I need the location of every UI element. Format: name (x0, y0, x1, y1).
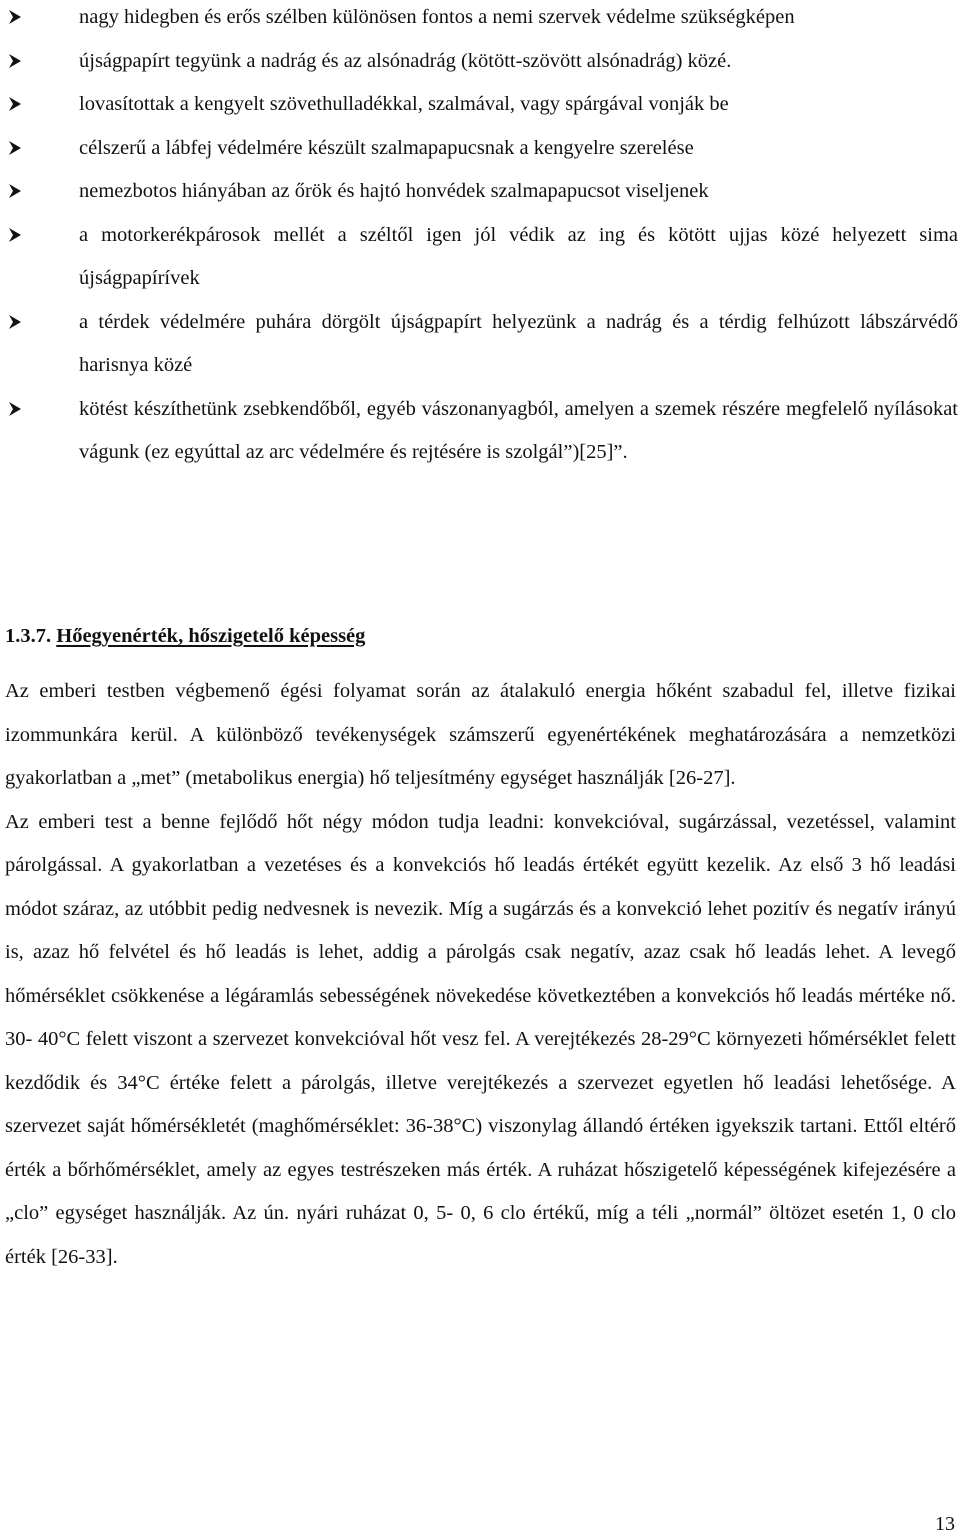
list-item-text: a térdek védelmére puhára dörgölt újságpapírt helyezünk a nadrág és a térdig felhúzott lábszárvédő harisnya közé (79, 310, 958, 376)
arrowhead-bullet-icon (8, 96, 22, 112)
arrowhead-bullet-icon (8, 227, 22, 243)
arrowhead-bullet-icon (8, 183, 22, 199)
arrowhead-bullet-icon (8, 314, 22, 330)
list-item-text: kötést készíthetünk zsebkendőből, egyéb vászonanyagból, amelyen a szemek részére megfelelő nyílásokat vágunk (ez egyúttal az arc védelmére és rejtésére is szolgál”)[25]”. (79, 397, 958, 463)
list-item-text: nemezbotos hiányában az őrök és hajtó honvédek szalmapapucsot viseljenek (79, 180, 709, 202)
section-title: Hőegyenérték, hőszigetelő képesség (56, 625, 366, 647)
list-item (0, 83, 958, 127)
list-item (0, 127, 958, 171)
arrowhead-bullet-icon (8, 401, 22, 417)
list-item (0, 301, 958, 388)
list-item-text: lovasítottak a kengyelt szövethulladékkal, szalmával, vagy spárgával vonják be (79, 93, 729, 115)
list-item (0, 0, 958, 40)
list-item-text: újságpapírt tegyünk a nadrág és az alsónadrág (kötött-szövött alsónadrág) közé. (79, 49, 732, 72)
section-heading (5, 616, 365, 656)
bullet-list (0, 0, 958, 475)
list-item (0, 388, 958, 475)
list-item-text: nagy hidegben és erős szélben különösen fontos a nemi szervek védelme szükségképen (79, 6, 795, 28)
list-item-text: célszerű a lábfej védelmére készült szalmapapucsnak a kengyelre szerelése (79, 136, 694, 159)
section-number: 1.3.7. (5, 625, 52, 647)
list-item-text: a motorkerékpárosok mellét a széltől igen jól védik az ing és kötött ujjas közé helyezett sima újságpapírívek (79, 223, 958, 289)
page-number: 13 (935, 1513, 955, 1535)
paragraph: Az emberi testben végbemenő égési folyamat során az átalakuló energia hőként szabadul fel, illetve fizikai izommunkára kerül. A különböző tevékenységek számszerű egyenértékének meghatározására a nemzetközi gyakorlatban a „met” (metabolikus energia) hő teljesítmény egységet használják [26-27]. (5, 680, 956, 789)
list-item (0, 170, 958, 214)
arrowhead-bullet-icon (8, 140, 22, 156)
paragraph: Az emberi test a benne fejlődő hőt négy módon tudja leadni: konvekcióval, sugárzással, vezetéssel, valamint párolgással. A gyakorlatban a vezetéses és a konvekciós hő leadás értékét együtt kezelik. Az első 3 hő leadási módot száraz, az utóbbit pedig nedvesnek is nevezik. Míg a sugárzás és a konvekció lehet pozitív és negatív irányú is, azaz hő felvétel és hő leadás is lehet, addig a párolgás csak negatív, azaz csak hő leadás lehet. A levegő hőmérséklet csökkenése a légáramlás sebességének növekedése következtében a konvekciós hő leadás mértéke nő. 30- 40°C felett viszont a szervezet konvekcióval hőt vesz fel. A verejtékezés 28-29°C környezeti hőmérséklet felett kezdődik és 34°C értéke felett a párolgás, illetve verejtékezés a szervezet egyetlen hő leadási lehetősége. A szervezet saját hőmérsékletét (maghőmérséklet: 36-38°C) viszonylag állandó értéken igyekszik tartani. Ettől eltérő érték a bőrhőmérséklet, amely az egyes testrészeken más érték. A ruházat hőszigetelő képességének kifejezésére a „clo” egységet használják. Az ún. nyári ruházat 0, 5- 0, 6 clo értékű, míg a téli „normál” öltözet esetén 1, 0 clo érték [26-33]. (5, 810, 956, 1268)
arrowhead-bullet-icon (8, 9, 22, 25)
list-item (0, 40, 958, 84)
list-item (0, 214, 958, 301)
body-text (5, 670, 956, 1279)
arrowhead-bullet-icon (8, 53, 22, 69)
